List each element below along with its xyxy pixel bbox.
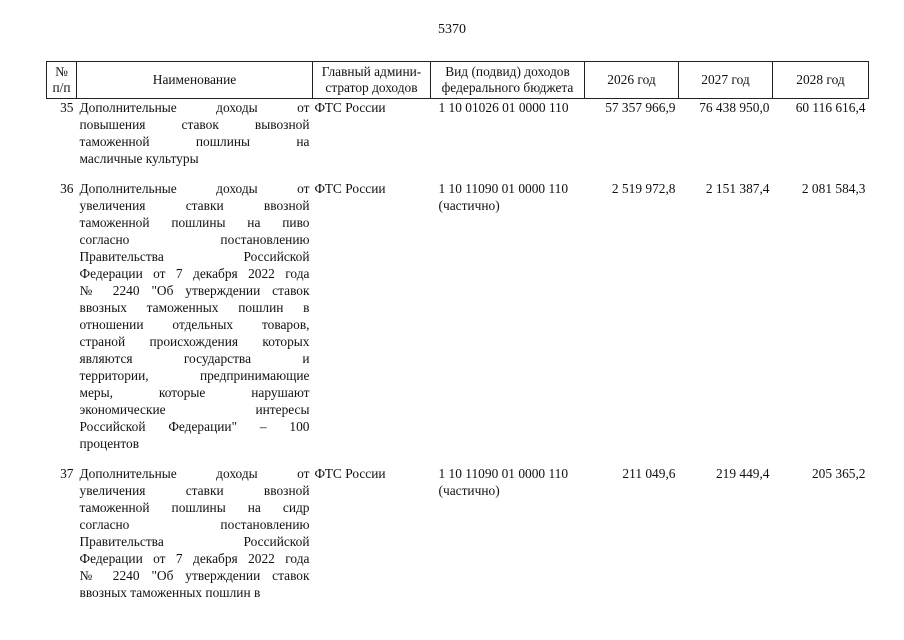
row-value-2028: 205 365,2: [811, 466, 866, 481]
row-number: 36: [60, 181, 74, 196]
row-number: 35: [60, 100, 74, 115]
row-name-line: № 2240 "Об утверждении ставок: [79, 568, 310, 583]
header-admin: Главный админи- стратор доходов: [313, 62, 431, 99]
row-name-line: увеличения ставки ввозной: [79, 483, 310, 498]
row-name-line: Правительства Российской: [79, 534, 310, 549]
row-name: [77, 180, 313, 465]
row-name-line: увеличения ставки ввозной: [79, 198, 310, 213]
row-name-line: согласно постановлению: [79, 232, 310, 247]
row-name-line: ввозных таможенных пошлин в: [79, 585, 261, 600]
table-row: [47, 99, 869, 181]
row-value-2027: 219 449,4: [715, 466, 770, 481]
revenue-table: [46, 61, 869, 614]
header-2026: 2026 год: [585, 62, 679, 99]
row-code: 1 10 11090 01 0000 110 (частично): [438, 466, 569, 498]
row-value-2028: 2 081 584,3: [801, 181, 866, 196]
row-name-line: таможенной пошлины на пиво: [79, 215, 310, 230]
row-name-line: таможенной пошлины на: [79, 134, 310, 149]
row-name-line: повышения ставок вывозной: [79, 117, 310, 132]
row-admin: ФТС России: [314, 466, 386, 481]
row-name-line: согласно постановлению: [79, 517, 310, 532]
header-name: Наименование: [77, 62, 313, 99]
row-name-line: процентов: [79, 436, 140, 451]
row-name: [77, 99, 313, 181]
row-value-2026: 211 049,6: [622, 466, 676, 481]
row-admin: ФТС России: [314, 100, 386, 115]
row-name-line: Дополнительные доходы от: [79, 181, 310, 196]
row-name-line: являются государства и: [79, 351, 310, 366]
row-code: 1 10 11090 01 0000 110 (частично): [438, 181, 569, 213]
header-2028: 2028 год: [773, 62, 869, 99]
table-row: [47, 465, 869, 614]
header-num: № п/п: [47, 62, 77, 99]
row-name-line: Федерации от 7 декабря 2022 года: [79, 266, 310, 281]
header-code: Вид (подвид) доходов федерального бюджета: [431, 62, 585, 99]
row-name: [77, 465, 313, 614]
page-number: 5370: [438, 22, 466, 37]
row-name-line: таможенной пошлины на сидр: [79, 500, 310, 515]
row-value-2027: 76 438 950,0: [699, 100, 770, 115]
row-value-2026: 57 357 966,9: [605, 100, 676, 115]
table-body: [47, 99, 869, 615]
row-name-line: отношении отдельных товаров,: [79, 317, 310, 332]
row-value-2028: 60 116 616,4: [795, 100, 866, 115]
table-header-row: [47, 62, 869, 99]
row-name-line: территории, предпринимающие: [79, 368, 310, 383]
row-name-line: Правительства Российской: [79, 249, 310, 264]
row-number: 37: [60, 466, 74, 481]
header-2027: 2027 год: [679, 62, 773, 99]
row-name-line: масличные культуры: [79, 151, 199, 166]
row-value-2026: 2 519 972,8: [611, 181, 676, 196]
row-name-line: экономические интересы: [79, 402, 310, 417]
row-name-line: Российской Федерации" – 100: [79, 419, 310, 434]
row-name-line: ввозных таможенных пошлин в: [79, 300, 310, 315]
row-name-line: Дополнительные доходы от: [79, 100, 310, 115]
row-name-line: Дополнительные доходы от: [79, 466, 310, 481]
row-name-line: № 2240 "Об утверждении ставок: [79, 283, 310, 298]
row-name-line: меры, которые нарушают: [79, 385, 310, 400]
table-row: [47, 180, 869, 465]
row-name-line: Федерации от 7 декабря 2022 года: [79, 551, 310, 566]
row-value-2027: 2 151 387,4: [705, 181, 770, 196]
row-code: 1 10 01026 01 0000 110: [438, 100, 569, 115]
row-admin: ФТС России: [314, 181, 386, 196]
row-name-line: страной происхождения которых: [79, 334, 310, 349]
